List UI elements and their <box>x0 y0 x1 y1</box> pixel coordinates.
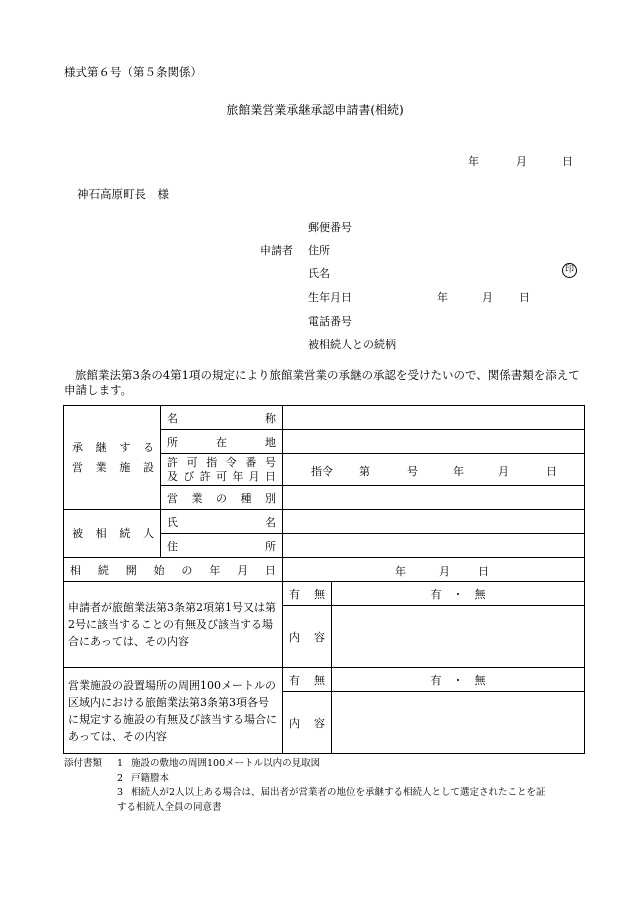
facility-location-field[interactable] <box>283 430 585 454</box>
relationship-label: 被相続人との続柄 <box>308 338 396 351</box>
decedent-name-label: 氏名 <box>161 510 283 534</box>
birth-month: 月 <box>482 291 493 304</box>
nearby-facilities-question: 営業施設の設置場所の周囲100メートルの区域内における旅館業法第3条第3項各号に規定する施設の有無及び該当する場合にあっては、その内容 <box>64 668 283 754</box>
q1-yes-no-value[interactable]: 有 ・ 無 <box>332 582 585 606</box>
document-title: 旅館業営業承継承認申請書(相続) <box>226 103 404 117</box>
decedent-address-field[interactable] <box>283 534 585 558</box>
q1-content-label: 内容 <box>283 606 332 668</box>
application-statement: 旅館業法第3条の4第1項の規定により旅館業営業の承継の承認を受けたいので、関係書類を添えて申請します。 <box>64 368 580 397</box>
inherit-start-label: 相続開始の年月日 <box>64 558 283 582</box>
birth-day: 日 <box>519 291 530 304</box>
seal-mark: 印 <box>562 263 577 278</box>
decedent-name-field[interactable] <box>283 510 585 534</box>
applicant-label: 申請者 <box>260 244 293 257</box>
facility-location-label: 所在地 <box>161 430 283 454</box>
attachment-item: 2 戸籍謄本 <box>117 772 170 784</box>
form-number: 様式第６号（第５条関係） <box>64 65 202 79</box>
attachment-item: 3 相続人が2人以上ある場合は、届出者が営業者の地位を承継する相続人として選定されたことを証 <box>117 787 546 798</box>
date-day: 日 <box>562 155 573 168</box>
name-label: 氏名 <box>308 267 330 280</box>
facility-name-field[interactable] <box>283 406 585 430</box>
birth-year: 年 <box>437 291 448 304</box>
attachment-item-continuation: する相続人全員の同意書 <box>117 801 222 813</box>
address-label: 住所 <box>308 244 330 257</box>
q2-content-label: 内容 <box>283 692 332 754</box>
business-type-field[interactable] <box>283 486 585 510</box>
decedent-address-label: 住所 <box>161 534 283 558</box>
birth-date-label: 生年月日 <box>308 291 352 304</box>
q1-content-field[interactable] <box>332 606 585 668</box>
attachments-label: 添付書類 <box>64 758 103 769</box>
date-year: 年 <box>468 155 479 168</box>
attachment-item: 添付書類 1 施設の敷地の周囲100メートル以内の見取図 <box>64 758 321 769</box>
postal-code-label: 郵便番号 <box>308 221 352 234</box>
phone-label: 電話番号 <box>308 315 352 328</box>
addressee: 神石高原町長 様 <box>77 187 169 201</box>
attachments <box>64 757 546 815</box>
disqualification-question: 申請者が旅館業法第3条第2項第1号又は第2号に該当することの有無及び該当する場合にあっては、その内容 <box>64 582 283 668</box>
license-field[interactable]: 指令 第 号 年 月 日 <box>283 454 585 486</box>
date-month: 月 <box>516 155 527 168</box>
submission-date <box>468 153 573 169</box>
decedent-group-label: 被相続人 <box>64 510 161 558</box>
q2-content-field[interactable] <box>332 692 585 754</box>
facility-name-label: 名称 <box>161 406 283 430</box>
q2-yes-no-value[interactable]: 有 ・ 無 <box>332 668 585 692</box>
license-label: 許可指令番号 及び許可年月日 <box>161 454 283 486</box>
inherit-start-field[interactable]: 年 月 日 <box>283 558 585 582</box>
facility-group-label: 承継する 営業施設 <box>64 406 161 510</box>
application-table <box>63 405 585 754</box>
business-type-label: 営業の種別 <box>161 486 283 510</box>
q1-yes-no-label: 有無 <box>283 582 332 606</box>
q2-yes-no-label: 有無 <box>283 668 332 692</box>
